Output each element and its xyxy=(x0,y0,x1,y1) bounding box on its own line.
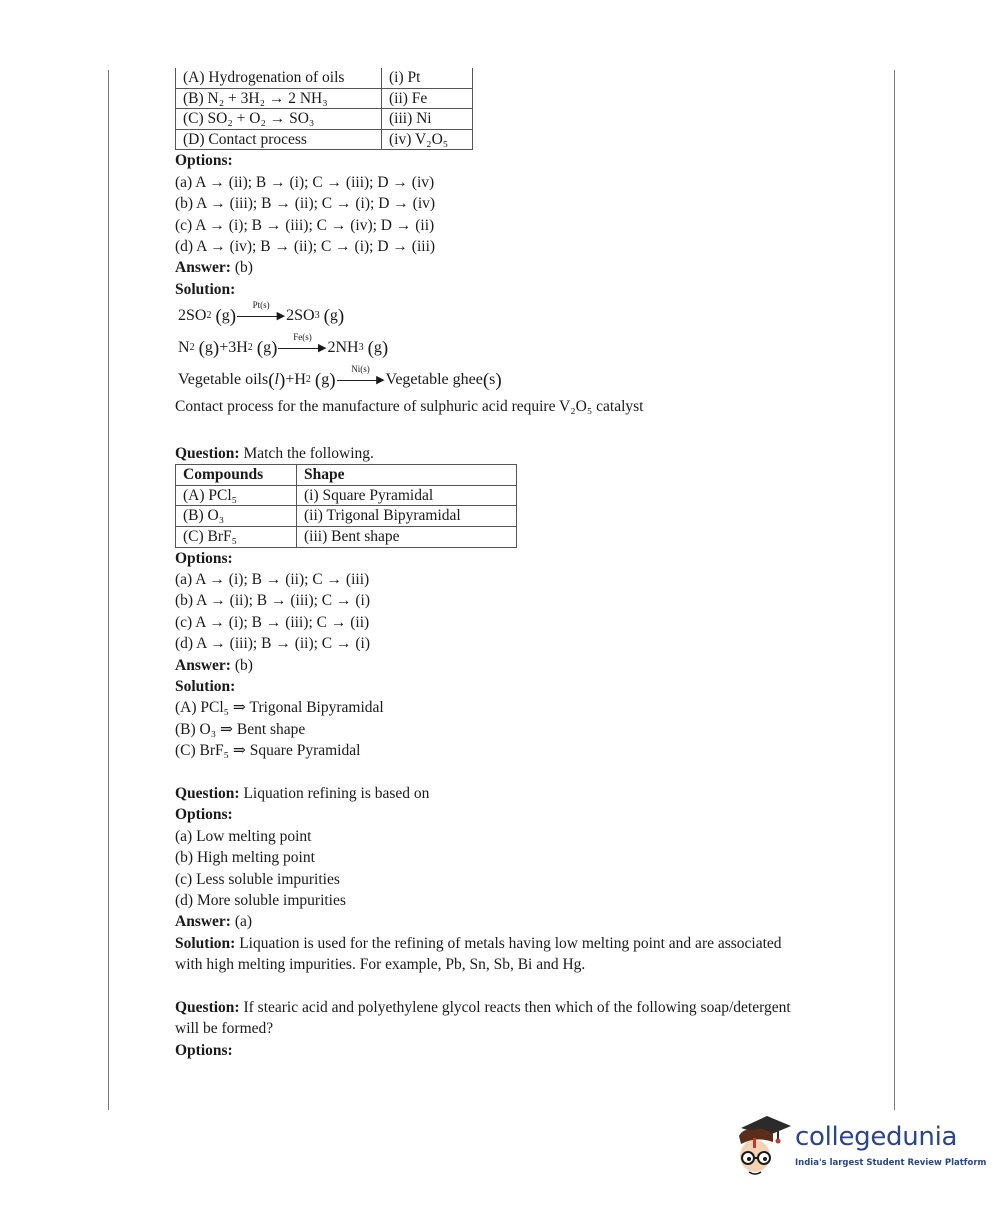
option-d: (d) A → (iii); B → (ii); C → (i) xyxy=(175,635,371,653)
table-row xyxy=(176,109,473,130)
answer-line xyxy=(175,257,815,278)
right-margin-rule xyxy=(894,70,895,1110)
question-line xyxy=(175,997,795,1040)
shape-match-table xyxy=(175,464,517,547)
student-mascot-icon xyxy=(733,1106,793,1182)
table-cell: (ii) Fe xyxy=(382,88,473,109)
eq-term: +H xyxy=(285,371,306,389)
table-header-row xyxy=(176,465,517,486)
table-row xyxy=(176,527,517,548)
answer-label: Answer: xyxy=(175,913,231,931)
table-header-cell: Compounds xyxy=(176,465,297,486)
contact-process-note: Contact process for the manufacture of sulphuric acid require V₂O₅ catalyst xyxy=(175,398,644,416)
table-cell: (iv) V₂O₅ xyxy=(382,129,473,150)
table-cell: (C) SO₂ + O₂ → SO₃ xyxy=(176,109,382,130)
question-label: Question: xyxy=(175,998,240,1016)
question-text: Match the following. xyxy=(239,444,374,462)
question-line xyxy=(175,443,815,464)
table-header-cell: Shape xyxy=(297,465,517,486)
table-row xyxy=(176,129,473,150)
question-text: If stearic acid and polyethylene glycol reacts then which of the following soap/detergent will be formed? xyxy=(175,998,791,1038)
eq-state: g xyxy=(204,339,213,357)
eq-term: 2SO xyxy=(286,307,315,325)
solution-heading: Solution: xyxy=(175,678,236,695)
eq-subscript: 3 xyxy=(314,310,320,322)
question-label: Question: xyxy=(175,444,240,462)
option-c: (c) A → (i); B → (iii); C → (ii) xyxy=(175,613,370,631)
eq-term: N xyxy=(178,339,190,357)
eq-term: 2NH xyxy=(327,339,359,357)
options-heading: Options: xyxy=(175,152,233,170)
eq-term: Vegetable ghee xyxy=(385,371,483,389)
answer-line xyxy=(175,911,815,932)
table-cell: (iii) Ni xyxy=(382,109,473,130)
table-cell: (C) BrF₅ xyxy=(176,527,297,548)
option-a: (a) A → (ii); B → (i); C → (iii); D → (iv) xyxy=(175,173,435,191)
option-b: (b) High melting point xyxy=(175,849,315,867)
eq-subscript: 2 xyxy=(305,374,311,386)
options-heading: Options: xyxy=(175,1041,233,1059)
table-cell: (i) Square Pyramidal xyxy=(297,485,517,506)
table-cell: (A) Hydrogenation of oils xyxy=(176,68,382,88)
solution-label: Solution: xyxy=(175,934,236,952)
option-a: (a) A → (i); B → (ii); C → (iii) xyxy=(175,571,370,589)
question-line xyxy=(175,783,815,804)
table-cell: (ii) Trigonal Bipyramidal xyxy=(297,506,517,527)
eq-state: l xyxy=(274,371,279,389)
option-a: (a) Low melting point xyxy=(175,827,312,845)
solution-paragraph xyxy=(175,933,795,976)
eq-subscript: 3 xyxy=(358,342,364,354)
question-text: Liquation refining is based on xyxy=(239,784,430,802)
left-margin-rule xyxy=(108,70,109,1110)
eq-state: g xyxy=(373,339,382,357)
eq-catalyst: Ni(s) xyxy=(351,364,370,375)
option-d: (d) More soluble impurities xyxy=(175,891,346,909)
solution-line: (B) O₃ ⇒ Bent shape xyxy=(175,720,306,738)
solution-text: Liquation is used for the refining of metals having low melting point and are associated with high melting impurities. For example, Pb, Sn, Sb, Bi and Hg. xyxy=(175,934,782,974)
option-d: (d) A → (iv); B → (ii); C → (i); D → (iii) xyxy=(175,237,436,255)
answer-value: (b) xyxy=(230,656,253,674)
reaction-arrow-icon: Fe(s) ▶ xyxy=(278,340,326,356)
answer-value: (a) xyxy=(230,913,253,931)
eq-state: g xyxy=(329,307,338,325)
eq-subscript: 2 xyxy=(189,342,195,354)
eq-catalyst: Fe(s) xyxy=(293,332,312,343)
eq-term: Vegetable oils xyxy=(178,371,269,389)
answer-line xyxy=(175,655,815,676)
options-heading: Options: xyxy=(175,806,233,824)
eq-subscript: 2 xyxy=(247,342,253,354)
reaction-arrow-icon: Pt(s) ▶ xyxy=(237,308,285,324)
table-cell: (B) O₃ xyxy=(176,506,297,527)
equation-ghee: Vegetable oils ( l ) +H 2 ( g ) Ni(s) ▶ Vegetable ghee ( s ) xyxy=(178,364,815,396)
answer-label: Answer: xyxy=(175,259,231,277)
eq-state: s xyxy=(489,371,496,389)
table-row xyxy=(176,88,473,109)
equation-nh3: N 2 ( g ) +3H 2 ( g ) Fe(s) ▶ 2NH 3 ( g ) xyxy=(178,332,815,364)
option-b: (b) A → (ii); B → (iii); C → (i) xyxy=(175,592,371,610)
table-cell: (A) PCl₅ xyxy=(176,485,297,506)
answer-label: Answer: xyxy=(175,656,231,674)
options-heading: Options: xyxy=(175,549,233,567)
document-content xyxy=(175,68,815,1061)
solution-line: (A) PCl₅ ⇒ Trigonal Bipyramidal xyxy=(175,699,384,717)
eq-state: g xyxy=(263,339,272,357)
solution-heading: Solution: xyxy=(175,280,236,298)
table-cell: (B) N₂ + 3H₂ → 2 NH₃ xyxy=(176,88,382,109)
catalyst-match-table xyxy=(175,68,473,150)
table-cell: (i) Pt xyxy=(382,68,473,88)
option-c: (c) Less soluble impurities xyxy=(175,870,340,888)
table-row xyxy=(176,68,473,88)
logo-tagline: India's largest Student Review Platform xyxy=(795,1158,987,1168)
eq-subscript: 2 xyxy=(206,310,212,322)
logo-wordmark: collegedunia xyxy=(795,1122,958,1152)
eq-catalyst: Pt(s) xyxy=(252,300,270,311)
table-cell: (iii) Bent shape xyxy=(297,527,517,548)
equation-so2: 2SO 2 ( g ) Pt(s) ▶ 2SO 3 ( g ) xyxy=(178,300,815,332)
table-row xyxy=(176,506,517,527)
option-b: (b) A → (iii); B → (ii); C → (i); D → (iv) xyxy=(175,195,436,213)
reaction-arrow-icon: Ni(s) ▶ xyxy=(337,372,385,388)
eq-term: +3H xyxy=(219,339,248,357)
eq-term: 2SO xyxy=(178,307,207,325)
option-c: (c) A → (i); B → (iii); C → (iv); D → (ii) xyxy=(175,216,435,234)
solution-line: (C) BrF₅ ⇒ Square Pyramidal xyxy=(175,742,361,760)
table-row xyxy=(176,485,517,506)
eq-state: g xyxy=(221,307,230,325)
question-label: Question: xyxy=(175,784,240,802)
table-cell: (D) Contact process xyxy=(176,129,382,150)
answer-value: (b) xyxy=(230,259,253,277)
collegedunia-logo xyxy=(733,1106,987,1182)
eq-state: g xyxy=(321,371,330,389)
